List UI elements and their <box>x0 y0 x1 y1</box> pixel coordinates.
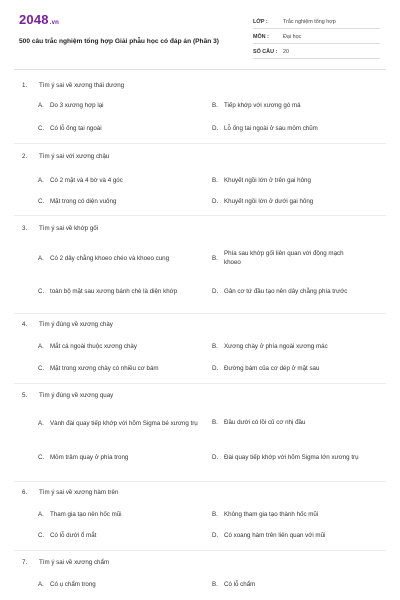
option-c[interactable]: C. Có lỗ ống tai ngoài <box>38 125 102 132</box>
option-c[interactable]: C. Mặt trong xương chày có nhiều cơ bám <box>38 365 159 372</box>
question-number: 4. <box>22 321 28 328</box>
question-line <box>22 391 113 400</box>
question-text: Tìm ý sai về khớp gối <box>39 225 99 232</box>
option-text: Có 2 dây chằng khoeo chéo và khoeo cung <box>50 254 170 262</box>
question-number: 3. <box>22 225 28 232</box>
option-b[interactable]: B. Khuyết ngồi lớn ở trên gai hông <box>212 177 311 184</box>
option-text: Tham gia tạo nên hốc mũi <box>50 511 122 518</box>
subject-label: MÔN : <box>253 34 269 40</box>
question-number: 2. <box>22 153 28 160</box>
option-text: Khuyết ngồi lớn ở dưới gai hông <box>224 198 314 205</box>
option-d[interactable]: D. Đường bám của cơ dép ở mặt sau <box>212 365 320 372</box>
option-text: Xương chày ở phía ngoài xương mác <box>224 343 328 350</box>
option-text: Có ụ chẩm trong <box>50 581 96 588</box>
count-label: SỐ CÂU : <box>253 49 278 55</box>
option-a[interactable]: A. Mắt cá ngoài thuộc xương chày <box>38 343 137 350</box>
option-text: Gân cơ tứ đầu tạo nên dây chằng phía trước <box>224 287 348 295</box>
question-divider <box>14 215 386 216</box>
option-text: Có lỗ ống tai ngoài <box>50 125 102 132</box>
option-d[interactable]: D. Lỗ ống tai ngoài ở sau mỏm chũm <box>212 125 318 132</box>
question-text: Tìm ý sai về xương hàm trên <box>39 489 119 496</box>
question-number: 6. <box>22 489 28 496</box>
option-text: Phía sau khớp gối liên quan với động mạch khoeo <box>224 250 344 266</box>
question-divider <box>14 383 386 384</box>
option-text: Có xoang hàm trên liên quan với mũi <box>224 532 326 539</box>
document-header <box>0 0 400 76</box>
option-c[interactable]: C. toàn bộ mặt sau xương bánh chè là diện khớp <box>38 287 178 295</box>
option-text: Có lỗ dưới ổ mắt <box>50 532 97 539</box>
option-text: Do 3 xương hợp lại <box>50 102 104 109</box>
option-text: Đường bám của cơ dép ở mặt sau <box>224 365 320 372</box>
option-b[interactable]: B. Xương chày ở phía ngoài xương mác <box>212 343 328 350</box>
option-b[interactable]: B. Phía sau khớp gối liên quan với động mạch khoeo <box>212 247 362 269</box>
question-number: 1. <box>22 82 28 89</box>
option-c[interactable]: C. Có lỗ dưới ổ mắt <box>38 532 97 539</box>
option-text: Tiếp khớp với xương gò má <box>224 102 301 109</box>
option-d[interactable]: D. Có xoang hàm trên liên quan với mũi <box>212 532 326 539</box>
option-text: Vành đài quay tiếp khớp với hõm Sigma bé xương trụ <box>50 419 198 427</box>
class-row <box>253 16 380 29</box>
option-text: Không tham gia tạo thành hốc mũi <box>224 511 319 518</box>
option-b[interactable]: B. Tiếp khớp với xương gò má <box>212 102 301 109</box>
option-c[interactable]: C. Mỏm trâm quay ở phía trong <box>38 454 129 461</box>
count-value: 20 <box>283 49 289 55</box>
question-line <box>22 488 118 497</box>
option-text: Đầu dưới có lồi củ cơ nhị đầu <box>224 419 306 426</box>
option-b[interactable]: B. Đầu dưới có lồi củ cơ nhị đầu <box>212 419 306 426</box>
question-line <box>22 152 109 161</box>
option-a[interactable]: A. Có ụ chẩm trong <box>38 581 96 588</box>
option-b[interactable]: B. Không tham gia tạo thành hốc mũi <box>212 511 319 518</box>
class-value: Trắc nghiệm tổng hợp <box>283 19 336 25</box>
subject-value: Đại học <box>283 34 302 40</box>
option-text: toàn bộ mặt sau xương bánh chè là diện khớp <box>50 287 178 295</box>
question-line <box>22 224 98 233</box>
option-text: Có lỗ chẩm <box>224 581 256 588</box>
option-text: Mặt trong có diện vuông <box>50 198 117 205</box>
option-b[interactable]: B. Có lỗ chẩm <box>212 581 256 588</box>
question-number: 5. <box>22 392 28 399</box>
count-row <box>253 46 380 59</box>
option-text: Lỗ ống tai ngoài ở sau mỏm chũm <box>224 125 318 132</box>
question-divider <box>14 313 386 314</box>
question-text: Tìm ý sai với xương chậu <box>39 153 110 160</box>
question-divider <box>14 550 386 551</box>
option-d[interactable]: D. Khuyết ngồi lớn ở dưới gai hông <box>212 198 314 205</box>
option-a[interactable]: A. Tham gia tạo nên hốc mũi <box>38 511 122 518</box>
class-label: LỚP : <box>253 19 268 25</box>
question-text: Tìm ý đúng về xương chày <box>39 321 113 328</box>
document-title: 500 câu trắc nghiệm tổng hợp Giải phẫu học có đáp án (Phần 3) <box>19 38 219 45</box>
option-c[interactable]: C. Mặt trong có diện vuông <box>38 198 117 205</box>
option-a[interactable]: A. Có 2 dây chằng khoeo chéo và khoeo cung <box>38 254 170 262</box>
option-text: Đài quay tiếp khớp với hõm Sigma lớn xương trụ <box>224 453 359 461</box>
question-line <box>22 81 124 90</box>
subject-row <box>253 31 380 44</box>
question-line <box>22 558 109 567</box>
question-divider <box>14 481 386 482</box>
option-text: Có 2 mặt và 4 bờ và 4 góc <box>50 177 123 184</box>
logo-suffix: .vn <box>49 20 60 26</box>
site-logo[interactable] <box>19 12 59 27</box>
option-d[interactable]: D. Gân cơ tứ đầu tạo nên dây chằng phía trước <box>212 287 348 295</box>
question-divider <box>14 143 386 144</box>
option-text: Mỏm trâm quay ở phía trong <box>50 454 129 461</box>
header-divider <box>14 69 386 70</box>
option-d[interactable]: D. Đài quay tiếp khớp với hõm Sigma lớn xương trụ <box>212 453 359 461</box>
question-text: Tìm ý sai về xương thái dương <box>39 82 125 89</box>
logo-text: 2048 <box>19 12 49 27</box>
option-text: Mặt trong xương chày có nhiều cơ bám <box>50 365 159 372</box>
option-a[interactable]: A. Do 3 xương hợp lại <box>38 102 104 109</box>
option-text: Khuyết ngồi lớn ở trên gai hông <box>224 177 311 184</box>
option-text: Mắt cá ngoài thuộc xương chày <box>50 343 137 350</box>
question-number: 7. <box>22 559 28 566</box>
question-text: Tìm ý sai về xương chẩm <box>39 559 110 566</box>
option-a[interactable]: A. Vành đài quay tiếp khớp với hõm Sigma bé xương trụ <box>38 419 198 427</box>
question-line <box>22 320 113 329</box>
option-a[interactable]: A. Có 2 mặt và 4 bờ và 4 góc <box>38 177 123 184</box>
question-text: Tìm ý đúng về xương quay <box>39 392 114 399</box>
